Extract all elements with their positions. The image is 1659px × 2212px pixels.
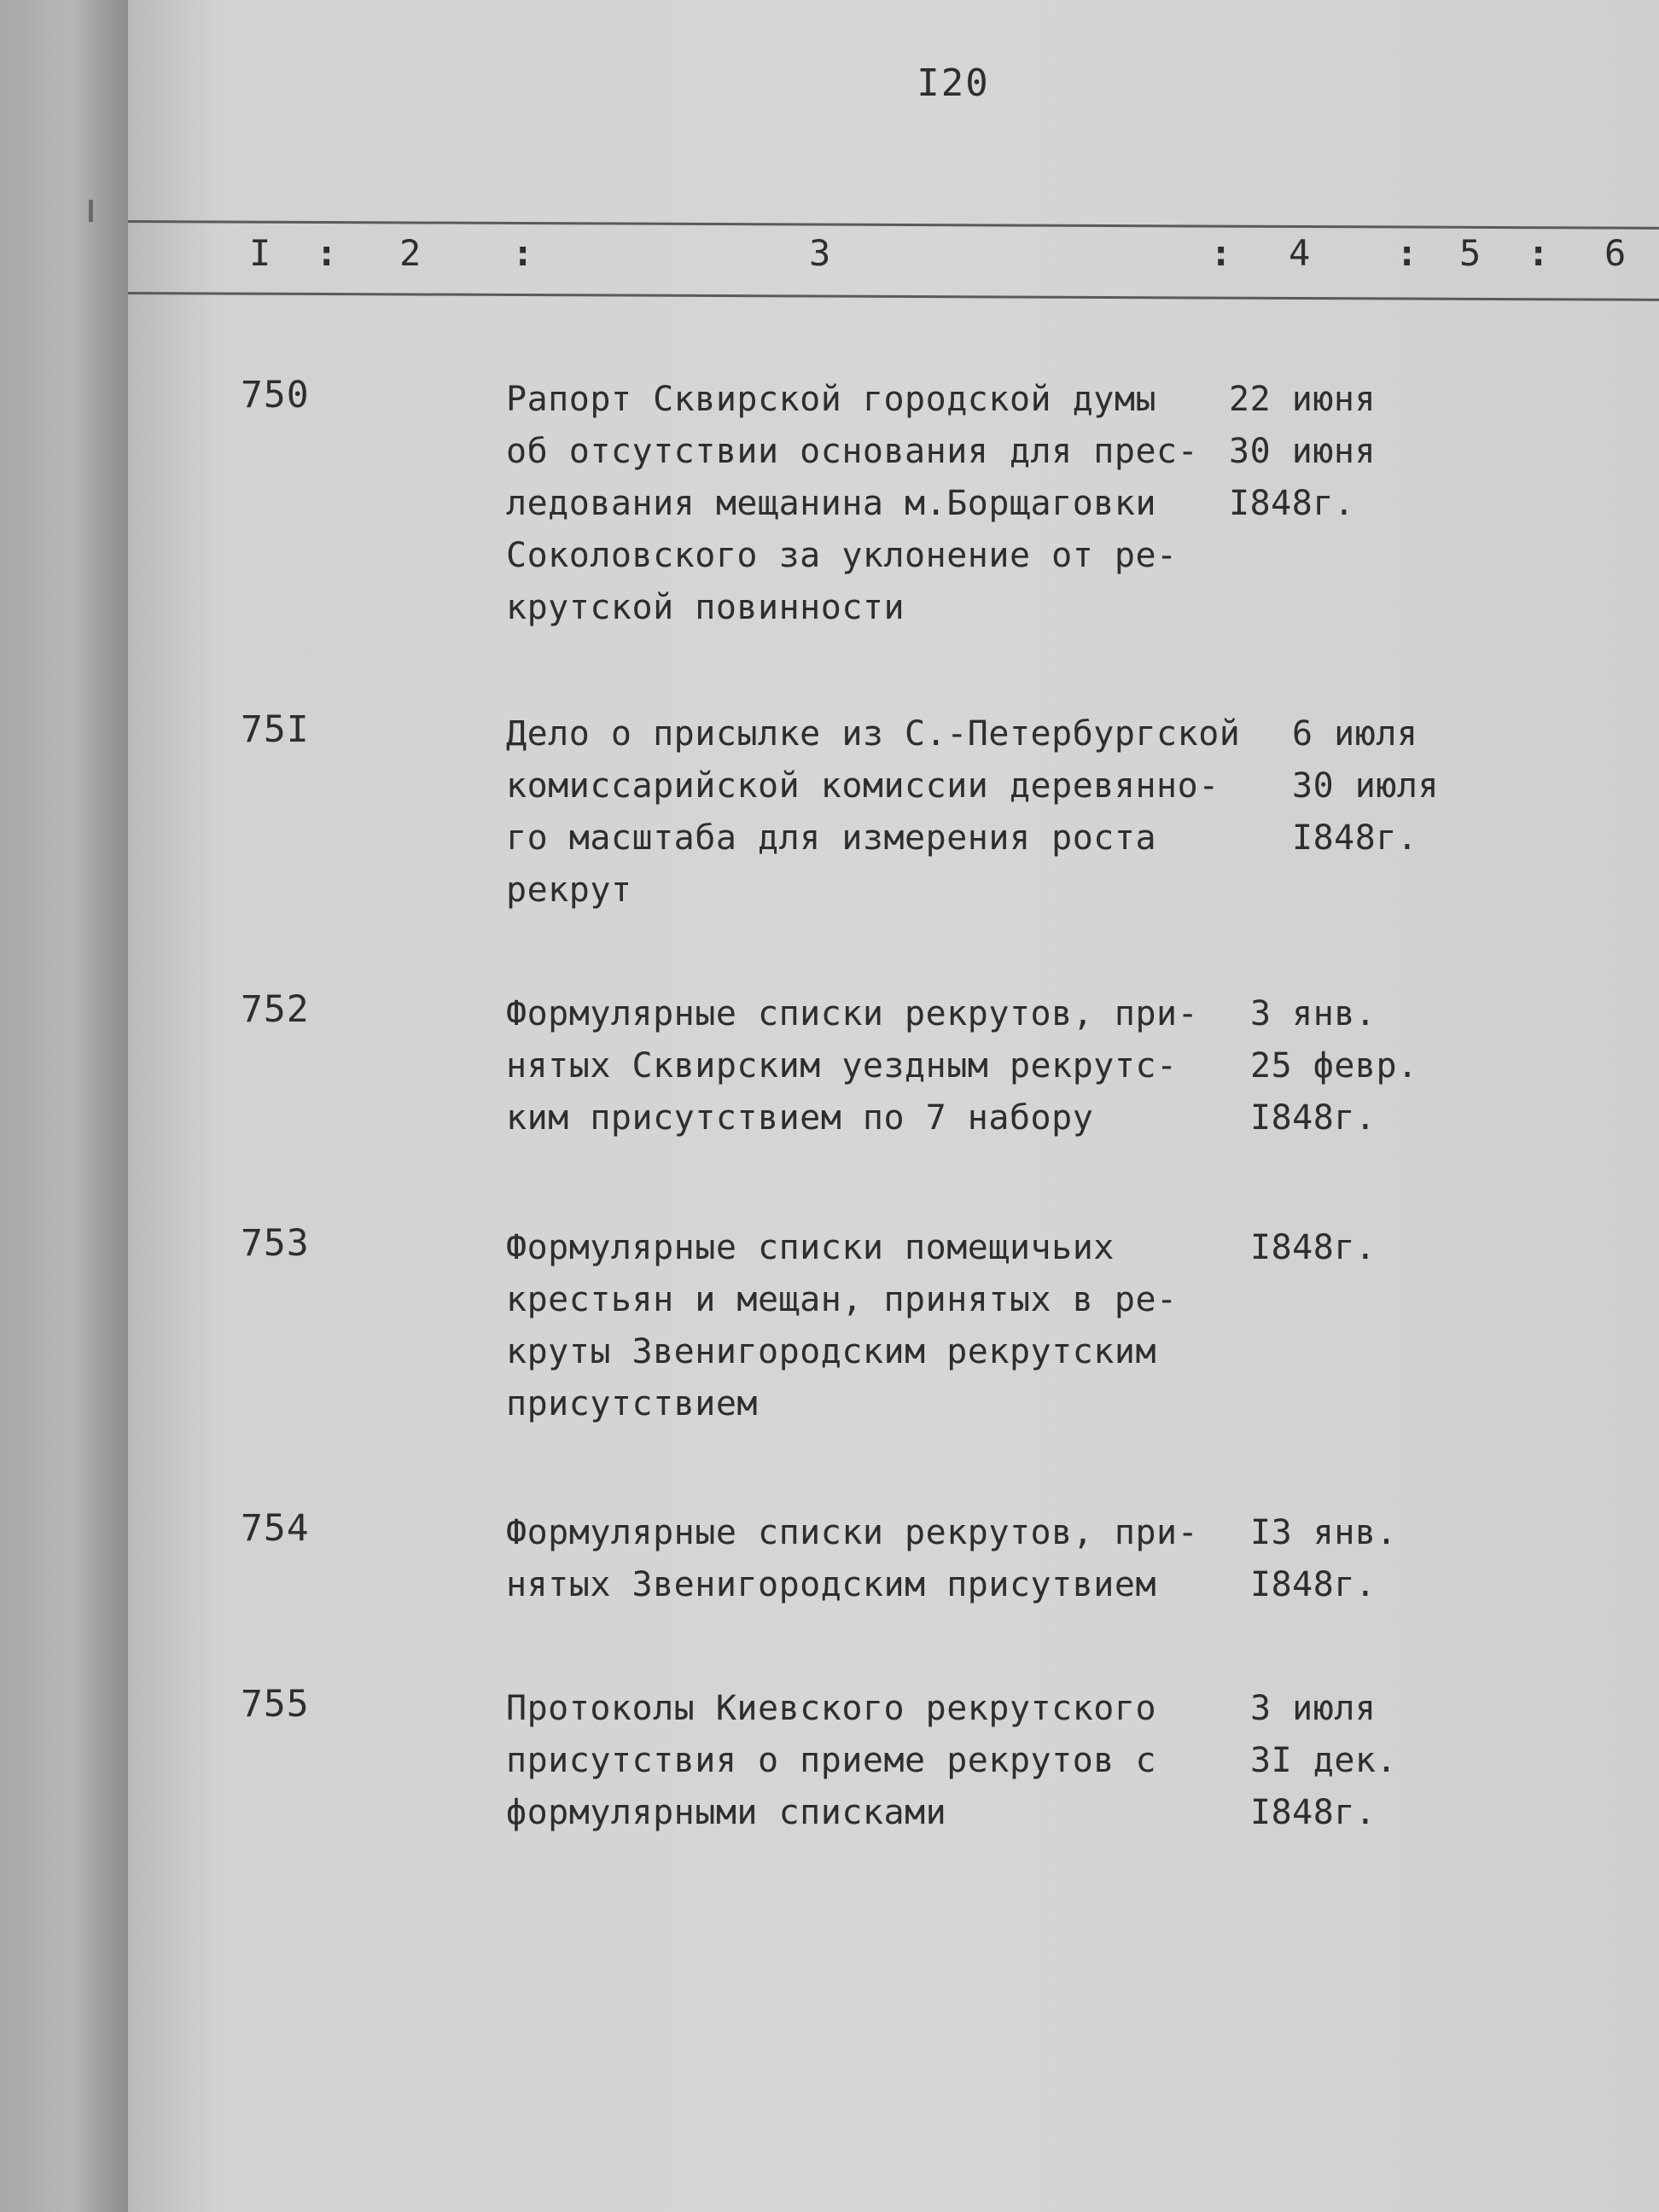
entry-dates: I3 янв. I848г. xyxy=(1250,1513,1398,1604)
entry-title: Рапорт Сквирской городской думы об отсутствии основания для прес- ледования мещанина м.Борщаговки Соколовского за уклонение от ре- крутской повинности xyxy=(506,380,1199,627)
book-binding xyxy=(0,0,128,2212)
column-header-6: 6 xyxy=(1604,232,1627,274)
entry-number: 755 xyxy=(241,1683,310,1726)
entry-title: Формулярные списки помещичьих крестьян и мещан, принятых в ре- круты Звенигородским рекрутским присутствием xyxy=(506,1228,1178,1423)
document-page xyxy=(128,0,1659,2212)
entry-dates: 22 июня 30 июня I848г. xyxy=(1229,380,1377,523)
entry-title: Формулярные списки рекрутов, при- нятых Сквирским уездным рекрутс- ким присутствием по 7 набору xyxy=(506,994,1199,1138)
header-rule-top xyxy=(128,220,1659,230)
column-separator: : xyxy=(1210,232,1232,274)
entry-title: Дело о присылке из С.-Петербургской комиссарийской комиссии деревянно- го масштаба для измерения роста рекрут xyxy=(506,714,1241,910)
column-separator: : xyxy=(316,232,338,274)
entry-dates: 6 июля 30 июля I848г. xyxy=(1292,714,1440,858)
entry-number: 75I xyxy=(241,708,310,751)
column-separator: : xyxy=(1396,232,1418,274)
column-header-4: 4 xyxy=(1289,232,1311,274)
column-header-2: 2 xyxy=(399,232,422,274)
column-separator: : xyxy=(1528,232,1550,274)
column-header-3: 3 xyxy=(809,232,831,274)
column-separator: : xyxy=(512,232,534,274)
entry-number: 752 xyxy=(241,988,310,1031)
entry-title: Формулярные списки рекрутов, при- нятых Звенигородским присутвием xyxy=(506,1513,1199,1604)
entry-title: Протоколы Киевского рекрутского присутствия о приеме рекрутов с формулярными списками xyxy=(506,1689,1157,1832)
binding-mark xyxy=(89,200,93,222)
entry-number: 754 xyxy=(241,1507,310,1550)
entry-dates: I848г. xyxy=(1250,1228,1377,1267)
column-header-5: 5 xyxy=(1459,232,1481,274)
page-number: I20 xyxy=(917,61,990,105)
column-header-1: I xyxy=(249,232,271,274)
entry-dates: 3 янв. 25 февр. I848г. xyxy=(1250,994,1418,1138)
entry-number: 750 xyxy=(241,374,310,416)
header-rule-bottom xyxy=(128,292,1659,301)
entry-number: 753 xyxy=(241,1222,310,1265)
entry-dates: 3 июля 3I дек. I848г. xyxy=(1250,1689,1398,1832)
